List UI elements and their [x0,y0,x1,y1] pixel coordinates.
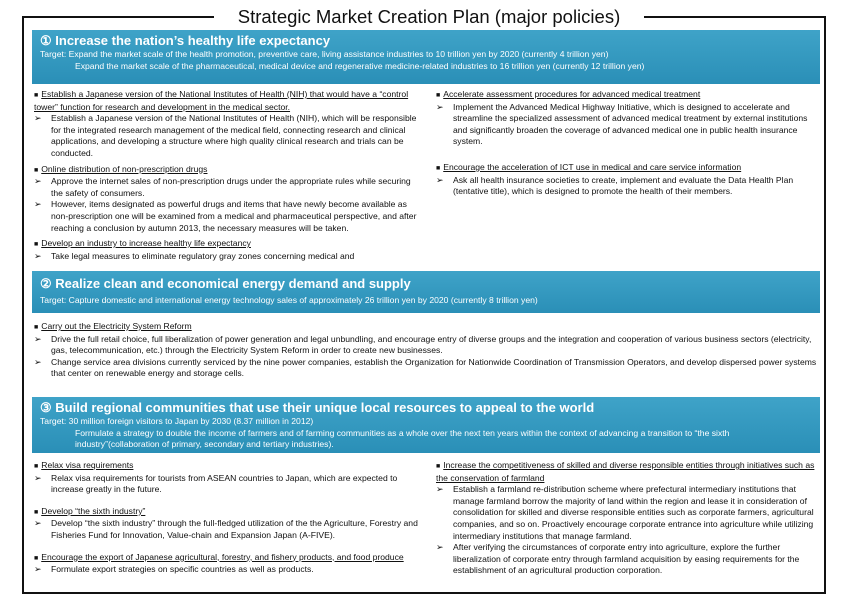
square-bullet-icon: ■ [34,508,39,516]
square-bullet-icon: ■ [34,166,39,174]
policy-heading-farmland: ■ Increase the competitiveness of skilled and diverse responsible entities through initiatives such as the conservation of farmland [436,460,815,483]
arrow-bullet-icon: ➢ [436,484,444,495]
section-3-banner [32,397,820,453]
arrow-bullet-icon: ➢ [34,518,42,529]
policy-heading-export: ■ Encourage the export of Japanese agricultural, forestry, and fishery products, and food produce [34,551,404,562]
arrow-bullet-icon: ➢ [34,333,42,344]
policy-bullet: ➢ Formulate export strategies on specific countries as well as products. [34,564,314,575]
section-1-target-2: Expand the market scale of the pharmaceutical, medical device and regenerative medicine-related industries to 16 trillion yen (currently 12 trillion yen) [75,60,645,71]
arrow-bullet-icon: ➢ [34,113,42,124]
section-3-target-2: Formulate a strategy to double the income of farmers and of farming communities as a whole over the next ten years within the context of advancing a transition to “the sixth industry”(collaboration of primary, secondary and tertiary industries). [75,427,730,449]
policy-bullet: ➢ Approve the internet sales of non-prescription drugs under the appropriate rules while securing the safety of consumers. [34,176,411,198]
section-2-heading: ② Realize clean and economical energy demand and supply [40,276,411,291]
policy-bullet: ➢ Take legal measures to eliminate regulatory gray zones concerning medical and [34,250,355,261]
policy-heading-online-distribution: ■ Online distribution of non-prescription drugs [34,163,208,174]
section-2-content [34,321,820,380]
section-2-banner [32,271,820,313]
policy-heading-electricity-reform: ■ Carry out the Electricity System Reform [34,321,192,331]
policy-heading-visa: ■ Relax visa requirements [34,460,134,470]
square-bullet-icon: ■ [34,324,39,331]
arrow-bullet-icon: ➢ [436,101,444,112]
policy-bullet: ➢ However, items designated as powerful drugs and items that have newly become available as non-prescription one will be examined from a medical and pharmaceutical perspective, and after reaching a conclusion by autumn 2013, the necessary measures will be taken. [34,199,417,233]
policy-bullet: ➢ Establish a Japanese version of the National Institutes of Health (NIH), which will be responsible for the integrated research management of the medical field, connecting research and clinical applications, and developing a structure where high quality clinical research and trials can be conducted. [34,113,417,158]
policy-bullet: ➢ Relax visa requirements for tourists from ASEAN countries to Japan, which are expected to increase greatly in the future. [34,472,398,495]
policy-heading-healthy-life-industry: ■ Develop an industry to increase healthy life expectancy [34,238,251,249]
square-bullet-icon: ■ [34,554,39,562]
policy-heading-advanced-treatment: ■ Accelerate assessment procedures for advanced medical treatment [436,89,701,99]
section-1-left-column [34,89,418,269]
section-2-target-1: Target: Capture domestic and international energy technology sales of approximately 26 trillion yen by 2020 (currently 8 trillion yen) [40,295,538,305]
policy-heading-nih: ■ Establish a Japanese version of the National Institutes of Health (NIH) that would have a “control tower” function for research and development in the medical sector. [34,89,409,112]
section-1-banner [32,30,820,84]
policy-heading-ict: ■ Encourage the acceleration of ICT use in medical and care service information [436,161,742,172]
policy-bullet: ➢ Change service area divisions currently serviced by the nine power companies, establish the Organization for Nationwide Coordination of Transmission Operators, and develop dispersed power systems that center on renewable energy and storage cells. [34,356,817,379]
section-1-heading: ① Increase the nation’s healthy life expectancy [40,33,331,48]
arrow-bullet-icon: ➢ [436,174,444,185]
section-1-right-column [436,89,820,198]
arrow-bullet-icon: ➢ [34,199,42,210]
policy-bullet: ➢ Establish a farmland re-distribution scheme where prefectural intermediary institutions that manage farmland borrow the majority of land within the region and lease it in consideration of consolidation for skilled and diverse responsible entities such as corporate farmers, agricultural companies, and so on. Proactively encourage corporate entrance into agriculture while utilizing intermediary institutions that manage farmland. [436,484,814,541]
policy-heading-sixth-industry: ■ Develop “the sixth industry” [34,505,146,516]
square-bullet-icon: ■ [436,164,441,172]
square-bullet-icon: ■ [34,241,39,249]
section-1-target-1: Target: Expand the market scale of the health promotion, preventive care, living assistance industries to 10 trillion yen by 2020 (currently 4 trillion yen) [40,49,609,59]
arrow-bullet-icon: ➢ [34,356,42,367]
square-bullet-icon: ■ [34,92,39,99]
square-bullet-icon: ■ [436,463,441,470]
arrow-bullet-icon: ➢ [436,542,444,553]
section-3-target-1: Target: 30 million foreign visitors to Japan by 2030 (8.37 million in 2012) [40,416,314,426]
arrow-bullet-icon: ➢ [34,564,42,575]
square-bullet-icon: ■ [436,92,441,99]
policy-bullet: ➢ Develop “the sixth industry” through the full-fledged utilization of the the Agriculture, Forestry and Fisheries Fund for Innovation, Value-chain and Expansion Japan (A-FIVE). [34,518,418,540]
arrow-bullet-icon: ➢ [34,176,42,187]
arrow-bullet-icon: ➢ [34,472,42,483]
section-3-heading: ③ Build regional communities that use their unique local resources to appeal to the world [40,400,595,415]
square-bullet-icon: ■ [34,463,39,470]
page-title: Strategic Market Creation Plan (major policies) [214,4,644,30]
policy-bullet: ➢ Drive the full retail choice, full liberalization of power generation and legal unbundling, and encourage entry of diverse groups and the integration and cooperation of various business sectors (electricity, gas, telecommunication, etc.) through the Electricity System Reform in order to create new businesses. [34,333,812,356]
policy-bullet: ➢ After verifying the circumstances of corporate entry into agriculture, explore the further liberalization of corporate entry through farmland acquisition by easing requirements for the establishment of an agricultural production corporation. [436,542,800,576]
policy-bullet: ➢ Implement the Advanced Medical Highway Initiative, which is designed to accelerate and streamline the specialized assessment of advanced medical treatment by external institutions and significantly broaden the coverage of advanced medical one in public health insurance system. [436,101,808,147]
arrow-bullet-icon: ➢ [34,250,42,261]
section-3-right-column [436,460,820,577]
policy-bullet: ➢ Ask all health insurance societies to create, implement and evaluate the Data Health Plan (tentative title), which is designed to promote the health of their members. [436,174,794,197]
section-3-left-column [34,460,418,576]
